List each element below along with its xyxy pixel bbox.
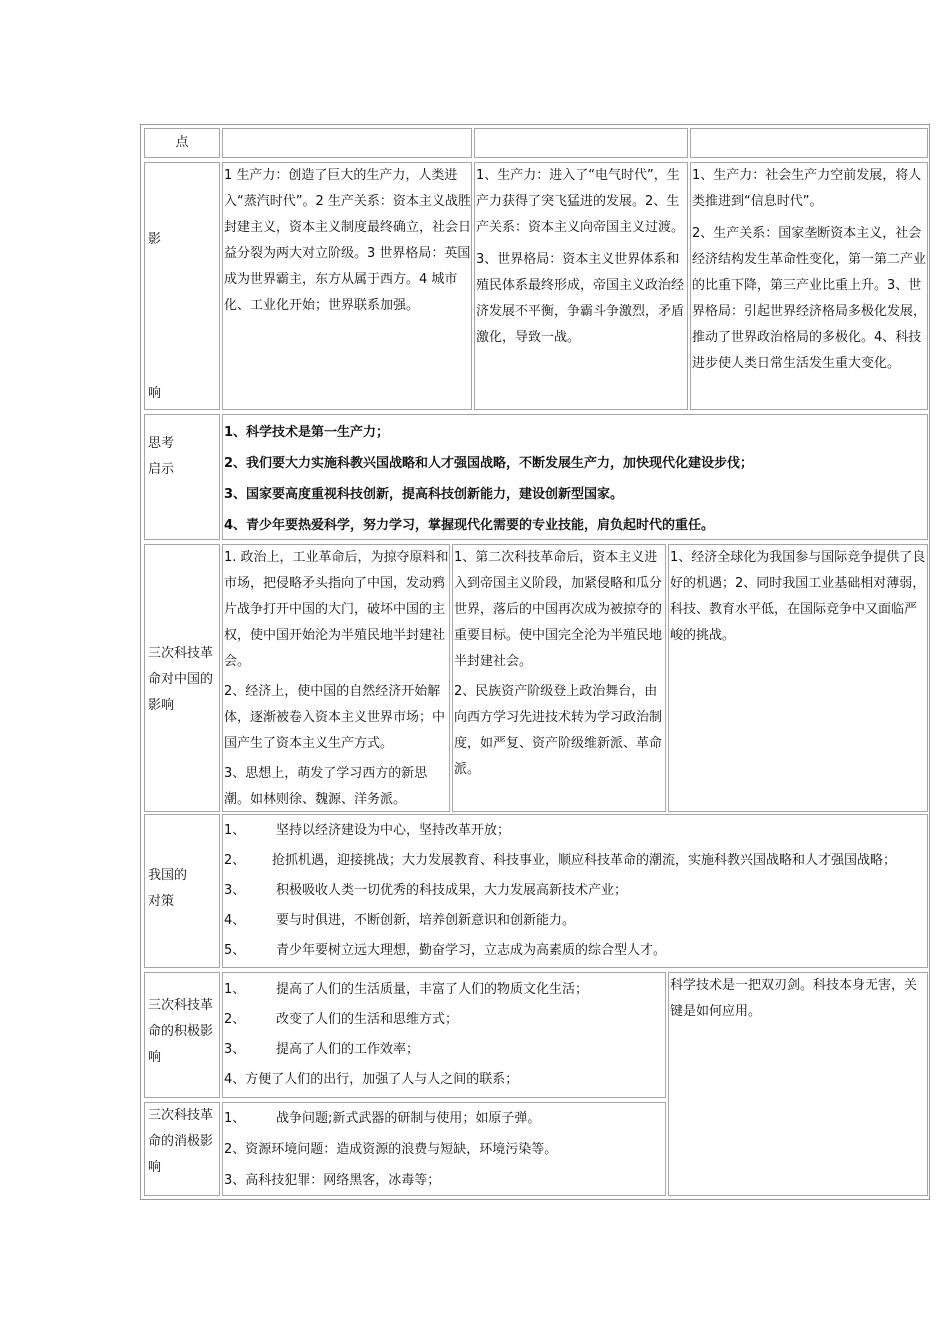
countermeasure-number: 5、 — [224, 943, 246, 958]
influence-third-revolution — [690, 162, 928, 410]
countermeasures-label-line-1: 我国的 — [148, 868, 188, 883]
countermeasure-item — [224, 876, 927, 906]
china-impact-third — [668, 544, 928, 812]
header-cell-2 — [474, 128, 688, 158]
positive-label-line-1: 三次科技革 — [148, 998, 214, 1013]
countermeasure-text: 坚持以经济建设为中心，坚持改革开放； — [276, 823, 511, 838]
negative-number: 1、 — [224, 1111, 246, 1126]
double-edged-text: 科学技术是一把双刃剑。科技本身无害，关键是如何应用。 — [670, 978, 918, 1019]
china-impact-col2-text-2: 2、民族资产阶级登上政治舞台，由向西方学习先进技术转为学习政治制度，如严复、资产阶级维新派、革命派。 — [454, 684, 663, 777]
negative-item — [224, 1134, 665, 1165]
negative-item — [224, 1165, 665, 1196]
header-cell-3 — [690, 128, 928, 158]
negative-label-line-2: 命的消极影 — [148, 1134, 214, 1149]
china-impact-label-cell — [144, 544, 220, 812]
china-impact-col3-text: 1、经济全球化为我国参与国际竞争提供了良好的机遇；2、同时我国工业基础相对薄弱，科技、教育水平低，在国际竞争中又面临严峻的挑战。 — [670, 550, 926, 643]
insight-content — [222, 414, 928, 540]
negative-text: 战争问题;新式武器的研制与使用；如原子弹。 — [276, 1111, 541, 1126]
positive-item — [224, 1005, 665, 1035]
double-edged-sword-cell — [668, 972, 928, 1196]
insight-item: 3、国家要高度重视科技创新，提高科技创新能力，建设创新型国家。 — [224, 487, 624, 502]
countermeasures-content — [222, 814, 928, 968]
negative-label-line-3: 响 — [148, 1160, 162, 1175]
influence-col2-text-2: 3、世界格局：资本主义世界体系和殖民体系最终形成，帝国主义政治经济发展不平衡，争霸斗争激烈，矛盾激化，导致一战。 — [476, 252, 685, 345]
negative-content — [222, 1102, 666, 1196]
positive-item — [224, 975, 665, 1005]
countermeasure-number: 2、 — [224, 853, 246, 868]
positive-text: 改变了人们的生活和思维方式； — [276, 1012, 459, 1027]
countermeasure-text: 抢抓机遇，迎接挑战；大力发展教育、科技事业，顺应科技革命的潮流，实施科教兴国战略和人才强国战略； — [272, 853, 897, 868]
positive-label-line-3: 响 — [148, 1050, 162, 1065]
china-impact-label-line-2: 命对中国的 — [148, 672, 214, 687]
countermeasure-item — [224, 906, 927, 936]
china-impact-col1-text-3: 3、思想上，萌发了学习西方的新思潮。如林则徐、魏源、洋务派。 — [224, 766, 428, 807]
influence-label-cell — [144, 162, 220, 410]
countermeasure-item — [224, 936, 927, 966]
insight-item: 1、科学技术是第一生产力； — [224, 425, 390, 440]
positive-text: 4、方便了人们的出行，加强了人与人之间的联系； — [224, 1072, 519, 1087]
negative-item — [224, 1103, 665, 1134]
insight-item: 4、青少年要热爱科学，努力学习，掌握现代化需要的专业技能，肩负起时代的重任。 — [224, 518, 715, 533]
positive-label-line-2: 命的积极影 — [148, 1024, 214, 1039]
countermeasures-label-cell — [144, 814, 220, 968]
influence-col3-text-2: 2、生产关系：国家垄断资本主义，社会经济结构发生革命性变化，第一第二产业的比重下降，第三产业比重上升。3、世界格局：引起世界经济格局多极化发展，推动了世界政治格局的多极化。4、科技进步使人类日常生活发生重大变化。 — [692, 226, 927, 371]
influence-first-revolution — [222, 162, 472, 410]
positive-item — [224, 1065, 665, 1095]
negative-label-line-1: 三次科技革 — [148, 1108, 214, 1123]
countermeasure-number: 1、 — [224, 823, 246, 838]
negative-text: 2、资源环境问题：造成资源的浪费与短缺，环境污染等。 — [224, 1142, 558, 1157]
header-cell-1 — [222, 128, 472, 158]
countermeasure-number: 4、 — [224, 913, 246, 928]
insight-item: 2、我们要大力实施科教兴国战略和人才强国战略，不断发展生产力，加快现代化建设步伐； — [224, 456, 754, 471]
countermeasure-text: 要与时俱进，不断创新，培养创新意识和创新能力。 — [276, 913, 576, 928]
influence-second-revolution — [474, 162, 688, 410]
positive-number: 3、 — [224, 1042, 246, 1057]
positive-number: 1、 — [224, 982, 246, 997]
china-impact-first — [222, 544, 450, 812]
china-impact-col2-text-1: 1、第二次科技革命后，资本主义进入到帝国主义阶段，加紧侵略和瓜分世界，落后的中国再次成为被掠夺的重要目标。使中国完全沦为半殖民地半封建社会。 — [454, 550, 663, 669]
countermeasure-text: 青少年要树立远大理想，勤奋学习，立志成为高素质的综合型人才。 — [276, 943, 667, 958]
influence-label-top: 影 — [148, 232, 162, 247]
header-label: 点 — [175, 135, 189, 150]
china-impact-label-line-3: 影响 — [148, 698, 175, 713]
china-impact-label-line-1: 三次科技革 — [148, 646, 214, 661]
countermeasure-text: 积极吸收人类一切优秀的科技成果，大力发展高新技术产业； — [276, 883, 628, 898]
insight-label-line-1: 思考 — [148, 436, 175, 451]
countermeasure-item — [224, 846, 927, 876]
countermeasures-label-line-2: 对策 — [148, 894, 175, 909]
positive-text: 提高了人们的工作效率； — [276, 1042, 420, 1057]
header-label-cell — [144, 128, 220, 158]
insight-label-line-2: 启示 — [148, 462, 175, 477]
countermeasure-number: 3、 — [224, 883, 246, 898]
insight-label-cell — [144, 414, 220, 540]
influence-col3-text-1: 1、生产力：社会生产力空前发展，将人类推进到“信息时代”。 — [692, 168, 922, 209]
china-impact-col1-text-1: 1. 政治上，工业革命后，为掠夺原料和市场，把侵略矛头指向了中国，发动鸦片战争打开中国的大门，破坏中国的主权，使中国开始沦为半殖民地半封建社会。 — [224, 550, 449, 669]
china-impact-second — [452, 544, 666, 812]
influence-label-bottom: 响 — [148, 386, 162, 401]
influence-col2-text-1: 1、生产力：进入了“电气时代”，生产力获得了突飞猛进的发展。2、生产关系：资本主义向帝国主义过渡。 — [476, 168, 685, 235]
negative-label-cell — [144, 1102, 220, 1196]
negative-text: 3、高科技犯罪：网络黑客，冰毒等； — [224, 1173, 441, 1188]
positive-number: 2、 — [224, 1012, 246, 1027]
positive-text: 提高了人们的生活质量，丰富了人们的物质文化生活； — [276, 982, 589, 997]
china-impact-col1-text-2: 2、经济上，使中国的自然经济开始解体，逐渐被卷入资本主义世界市场；中国产生了资本主义生产方式。 — [224, 684, 446, 751]
positive-label-cell — [144, 972, 220, 1098]
positive-content — [222, 972, 666, 1098]
influence-col1-text: 1 生产力：创造了巨大的生产力，人类进入“蒸汽时代”。2 生产关系：资本主义战胜封建主义，资本主义制度最终确立，社会日益分裂为两大对立阶级。3 世界格局：英国成为世界霸主，东方从属于西方。4 城市化、工业化开始；世界联系加强。 — [224, 168, 472, 313]
countermeasure-item — [224, 816, 927, 846]
positive-item — [224, 1035, 665, 1065]
